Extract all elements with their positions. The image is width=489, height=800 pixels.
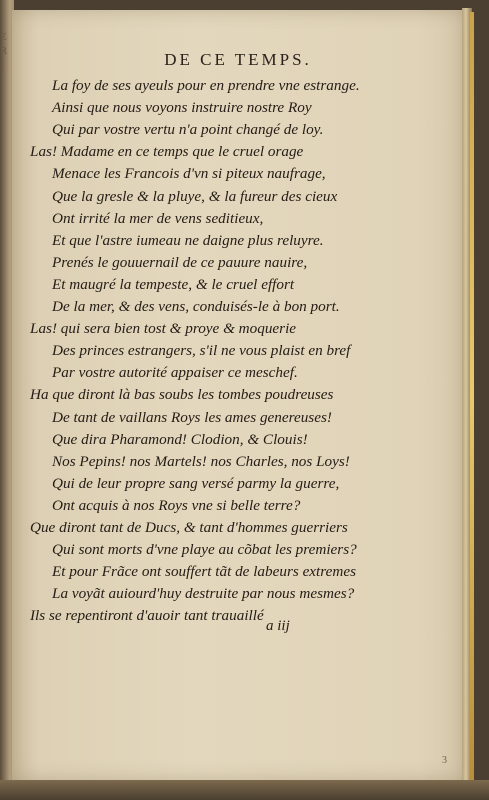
verse-line: Las! qui sera bien tost & proye & moquerie xyxy=(30,320,297,338)
verse-line: Des princes estrangers, s'il ne vous plaist en bref xyxy=(52,342,351,360)
verse-line: De tant de vaillans Roys les ames genereuses! xyxy=(52,408,332,426)
verse-line: Ainsi que nous voyons instruire nostre Roy xyxy=(52,99,312,117)
verse-line: Qui sont morts d'vne playe au cõbat les premiers? xyxy=(52,541,357,559)
gutter-letter: R xyxy=(0,45,8,57)
verse-line: Et maugré la tempeste, & le cruel effort xyxy=(52,275,295,293)
verse-line: Et pour Frãce ont souffert tãt de labeurs extremes xyxy=(52,563,356,581)
gutter-letter: I xyxy=(0,59,4,71)
verse-line: Menace les Francois d'vn si piteux naufrage, xyxy=(52,165,326,183)
verse-line: La voyãt auiourd'huy destruite par nous mesmes? xyxy=(52,585,355,603)
verse-line: Ils se repentiront d'auoir tant trauaillé xyxy=(30,607,264,625)
verse-line: La foy de ses ayeuls pour en prendre vne estrange. xyxy=(52,77,360,94)
gutter-letter: E xyxy=(0,31,7,43)
gutter-text xyxy=(0,30,12,72)
verse-line: Ont acquis à nos Roys vne si belle terre? xyxy=(52,496,301,514)
verse-line: Ont irrité la mer de vens seditieux, xyxy=(52,209,264,227)
verse-line: Par vostre autorité appaiser ce meschef. xyxy=(52,364,298,382)
verse-line: Et que l'astre iumeau ne daigne plus reluyre. xyxy=(52,231,324,249)
gilt-edge xyxy=(470,12,474,780)
scan-background-bottom xyxy=(0,780,489,800)
verse-line: Ha que diront là bas soubs les tombes poudreuses xyxy=(30,386,334,404)
verse-line: Qui de leur propre sang versé parmy la guerre, xyxy=(52,474,340,492)
verse-line: Las! Madame en ce temps que le cruel orage xyxy=(30,143,304,161)
book-page xyxy=(12,10,464,780)
signature-mark: a iij xyxy=(266,618,290,634)
verse-line: De la mer, & des vens, conduisés-le à bon port. xyxy=(52,298,340,315)
verse-line: Prenés le gouuernail de ce pauure nauire, xyxy=(52,253,308,271)
verse-line: Qui par vostre vertu n'a point changé de loy. xyxy=(52,121,324,139)
verse-line: Nos Pepins! nos Martels! nos Charles, nos Loys! xyxy=(52,452,350,470)
verse-line: Que dira Pharamond! Clodion, & Clouis! xyxy=(52,430,308,448)
verse-line: Que diront tant de Ducs, & tant d'hommes guerriers xyxy=(30,519,348,536)
corner-mark: 3 xyxy=(442,755,447,766)
running-header: DE CE TEMPS. xyxy=(164,50,312,69)
verse-line: Que la gresle & la pluye, & la fureur des cieux xyxy=(52,187,338,205)
